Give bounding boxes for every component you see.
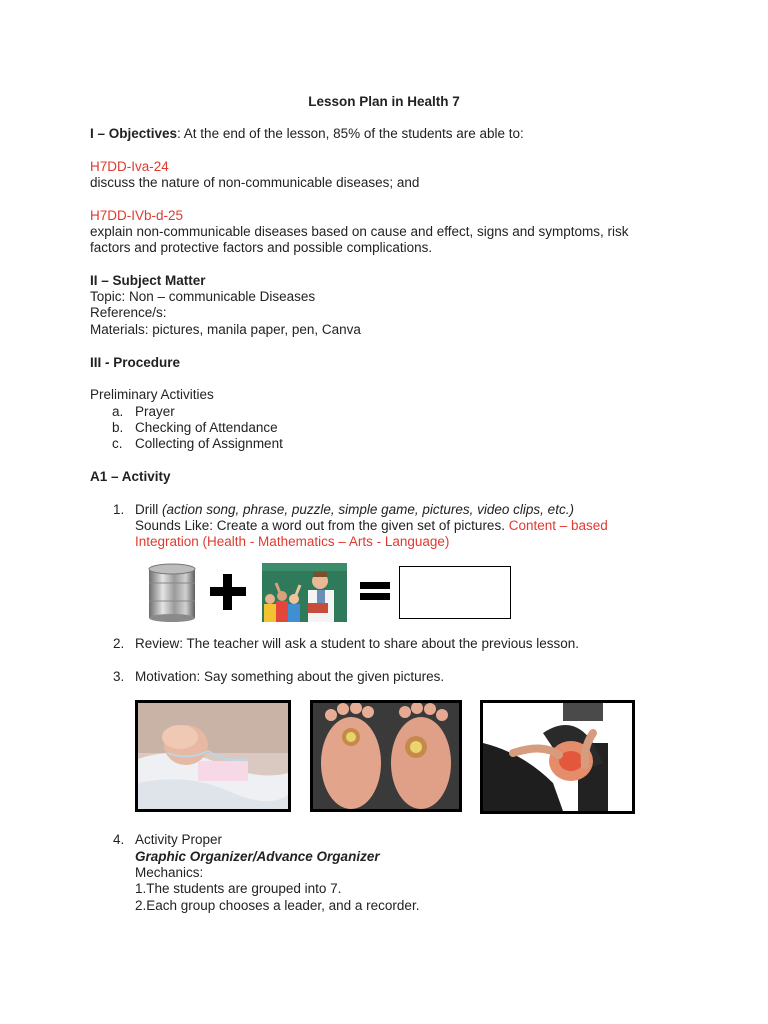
references-line: Reference/s:	[90, 305, 167, 320]
equals-sign	[360, 580, 390, 602]
list-item-marker: c.	[112, 436, 123, 451]
plus-sign	[210, 572, 246, 612]
activity-proper-line: Activity Proper	[135, 832, 223, 847]
tin-can-picture	[146, 563, 198, 623]
list-item: Collecting of Assignment	[135, 436, 283, 451]
materials-line: Materials: pictures, manila paper, pen, Canva	[90, 322, 361, 337]
list-number: 2.	[113, 636, 125, 651]
objectives-line	[90, 126, 524, 142]
teacher-students-picture	[262, 563, 347, 622]
list-item: Checking of Attendance	[135, 420, 278, 435]
sounds-like-line	[135, 518, 608, 534]
motivation-line: Motivation: Say something about the given pictures.	[135, 669, 445, 684]
preliminary-activities: Preliminary Activities	[90, 387, 214, 402]
review-line: Review: The teacher will ask a student to share about the previous lesson.	[135, 636, 579, 651]
foot-ulcers-picture	[310, 700, 462, 812]
page-title: Lesson Plan in Health 7	[308, 94, 460, 109]
objective-2-line-1: explain non-communicable diseases based on cause and effect, signs and symptoms, risk	[90, 224, 629, 239]
list-number: 4.	[113, 832, 125, 847]
activity-heading: A1 – Activity	[90, 469, 171, 484]
graphic-organizer-line: Graphic Organizer/Advance Organizer	[135, 849, 380, 864]
hospital-patient-picture	[135, 700, 291, 812]
mechanics-step-1: 1.The students are grouped into 7.	[135, 881, 342, 896]
list-number: 3.	[113, 669, 125, 684]
objectives-heading: I – Objectives	[90, 126, 178, 141]
objective-2-line-2: factors and protective factors and possible complications.	[90, 240, 433, 255]
topic-line: Topic: Non – communicable Diseases	[90, 289, 316, 304]
knee-pain-picture	[480, 700, 635, 814]
list-item-marker: a.	[112, 404, 124, 419]
sounds-like-text: Sounds Like: Create a word out from the given set of pictures.	[135, 518, 509, 533]
procedure-heading: III - Procedure	[90, 355, 181, 370]
drill-label: Drill	[135, 502, 162, 517]
integration-text-b: Integration (Health - Mathematics – Arts - Language)	[135, 534, 450, 549]
competency-code-1: H7DD-Iva-24	[90, 159, 169, 174]
answer-box	[399, 566, 511, 619]
drill-examples: (action song, phrase, puzzle, simple game, pictures, video clips, etc.)	[162, 502, 574, 517]
objectives-intro: : At the end of the lesson, 85% of the students are able to:	[177, 126, 524, 141]
list-number: 1.	[113, 502, 125, 517]
objective-1: discuss the nature of non-communicable diseases; and	[90, 175, 420, 190]
integration-text-a: Content – based	[508, 518, 608, 533]
mechanics-line: Mechanics:	[135, 865, 204, 880]
list-item: Prayer	[135, 404, 175, 419]
competency-code-2: H7DD-IVb-d-25	[90, 208, 184, 223]
drill-line	[135, 502, 574, 518]
mechanics-step-2: 2.Each group chooses a leader, and a recorder.	[135, 898, 420, 913]
subject-matter-heading: II – Subject Matter	[90, 273, 206, 288]
list-item-marker: b.	[112, 420, 124, 435]
